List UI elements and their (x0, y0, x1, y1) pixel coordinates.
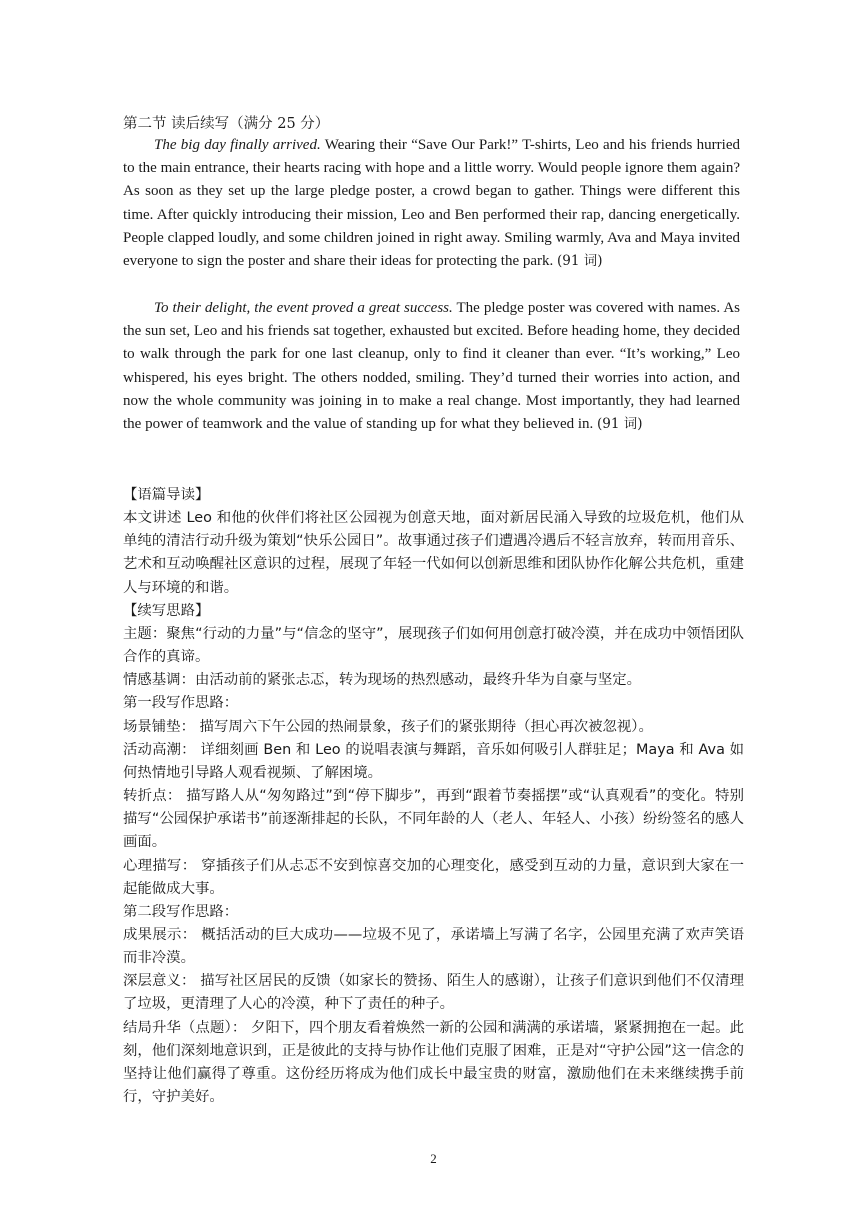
ideas-title: 【续写思路】 (123, 602, 210, 619)
paragraph-2-lead: To their delight, the event proved a great success. (154, 300, 453, 316)
analysis-section (123, 484, 744, 1109)
plan-item-label: 成果展示： (123, 926, 197, 943)
plan-item-label: 结局升华（点题）： (123, 1019, 247, 1036)
paragraph-2-plan-title: 第二段写作思路： (123, 903, 239, 920)
plan-item (123, 785, 744, 854)
plan-item (123, 739, 744, 785)
plan-item-label: 心理描写： (123, 857, 197, 874)
paragraph-2-body: The pledge poster was covered with names. As the sun set, Leo and his friends sat together, exhausted but excited. Before heading home, they decided to walk through the park for one last cleanup, only to find it cleaner than ever. “It’s working,” Leo whispered, his eyes bright. The others nodded, smiling. They’d turned their worries into action, and now the whole community was joining in to make a real change. Most importantly, they had learned the power of teamwork and the value of standing up for what they believed in. (123, 300, 740, 433)
plan-item (123, 855, 744, 901)
paragraph-1-plan-title: 第一段写作思路： (123, 695, 239, 712)
section-heading: 第二节 读后续写（满分 25 分） (123, 116, 330, 132)
paragraph-2-word-count: (91 词) (597, 416, 643, 433)
essay-paragraph-2 (123, 297, 740, 436)
plan-item-text: 详细刻画 Ben 和 Leo 的说唱表演与舞蹈，音乐如何吸引人群驻足；Maya 和 Ava 如何热情地引导路人观看视频、了解困境。 (123, 741, 744, 781)
paragraph-1-body: Wearing their “Save Our Park!” T-shirts, Leo and his friends hurried to the main entrance, their hearts racing with hope and a little worry. Would people ignore them again? As soon as they set up the large pledge poster, a crowd began to gather. Things were different this time. After quickly introducing their mission, Leo and Ben performed their rap, dancing energetically. People clapped loudly, and some children joined in right away. Smiling warmly, Ava and Maya invited everyone to sign the poster and share their ideas for protecting the park. (123, 137, 740, 270)
plan-item-text: 描写周六下午公园的热闹景象，孩子们的紧张期待（担心再次被忽视）。 (199, 718, 653, 735)
intro-text: 本文讲述 Leo 和他的伙伴们将社区公园视为创意天地，面对新居民涌入导致的垃圾危机，他们从单纯的清洁行动升级为策划“快乐公园日”。故事通过孩子们遭遇冷遇后不轻言放弃，转而用音乐、艺术和互动唤醒社区意识的过程，展现了年轻一代如何以创新思维和团队协作化解公共危机，重建人与环境的和谐。 (123, 510, 744, 596)
plan-item-text: 描写社区居民的反馈（如家长的赞扬、陌生人的感谢），让孩子们意识到他们不仅清理了垃圾，更清理了人心的冷漠，种下了责任的种子。 (123, 973, 744, 1013)
plan-item-label: 转折点： (123, 788, 182, 805)
paragraph-1-word-count: (91 词) (557, 253, 603, 270)
plan-item-text: 穿插孩子们从忐忑不安到惊喜交加的心理变化，感受到互动的力量，意识到大家在一起能做成大事。 (123, 857, 744, 897)
plan-item-label: 深层意义： (123, 973, 196, 990)
plan-item (123, 716, 744, 739)
plan-item-label: 活动高潮： (123, 741, 196, 758)
plan-item-text: 夕阳下，四个朋友看着焕然一新的公园和满满的承诺墙，紧紧拥抱在一起。此刻，他们深刻地意识到，正是彼此的支持与协作让他们克服了困难，正是对“守护公园”这一信念的坚持让他们赢得了尊重。这份经历将成为他们成长中最宝贵的财富，激励他们在未来继续携手前行，守护美好。 (123, 1019, 744, 1106)
intro-title: 【语篇导读】 (123, 487, 210, 503)
theme-text: 主题：聚焦“行动的力量”与“信念的坚守”，展现孩子们如何用创意打破冷漠，并在成功中领悟团队合作的真谛。 (123, 625, 744, 666)
plan-item (123, 924, 744, 970)
plan-item-text: 概括活动的巨大成功——垃圾不见了，承诺墙上写满了名字，公园里充满了欢声笑语而非冷漠。 (123, 926, 744, 967)
paragraph-1-lead: The big day finally arrived. (154, 137, 321, 153)
plan-item-label: 场景铺垫： (123, 718, 195, 735)
tone-text: 情感基调：由活动前的紧张忐忑，转为现场的热烈感动，最终升华为自豪与坚定。 (123, 672, 642, 689)
page-number: 2 (430, 1151, 437, 1166)
plan-item (123, 970, 744, 1016)
essay-paragraph-1 (123, 134, 740, 273)
plan-item (123, 1017, 744, 1110)
plan-item-text: 描写路人从“匆匆路过”到“停下脚步”，再到“跟着节奏摇摆”或“认真观看”的变化。特别描写“公园保护承诺书”前逐渐排起的长队，不同年龄的人（老人、年轻人、小孩）纷纷签名的感人画面。 (123, 788, 744, 851)
